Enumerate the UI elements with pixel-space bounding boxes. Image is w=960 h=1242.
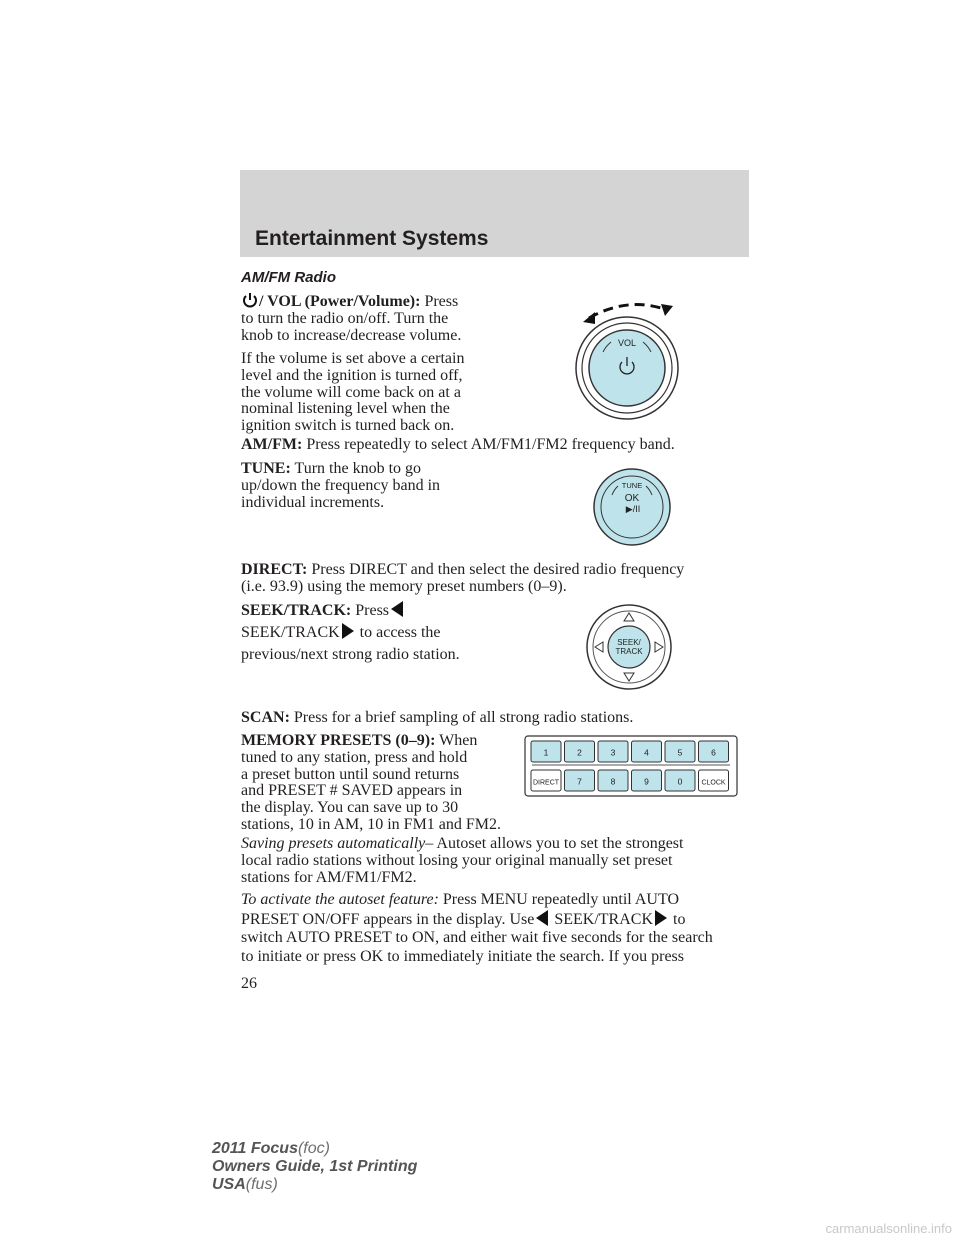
presets-text-3: a preset button until sound returns: [241, 765, 460, 783]
footer-model-code: (foc): [297, 1140, 330, 1157]
presets-text-1: When: [439, 732, 478, 749]
presets-text-2: tuned to any station, press and hold: [241, 748, 468, 766]
seek-label: SEEK/TRACK:: [241, 602, 352, 619]
preset-key-label-3: 3: [610, 747, 616, 758]
preset-key-label-6: 6: [711, 747, 716, 758]
seek-forward-icon: [655, 910, 667, 926]
preset-key-label-7: 7: [577, 776, 582, 787]
seek-text-2b: to access the: [359, 624, 441, 641]
activate-text-2c: to: [673, 910, 686, 928]
preset-key-label-clock: CLOCK: [701, 779, 726, 787]
direct-paragraph: [241, 562, 684, 596]
autoset-text-1: – Autoset allows you to set the strongest: [425, 835, 684, 852]
scan-text: Press for a brief sampling of all strong radio stations.: [293, 709, 634, 726]
footer-region: USA: [212, 1176, 246, 1193]
preset-key-label-2: 2: [577, 747, 582, 758]
footer-printing: Owners Guide, 1st Printing: [212, 1158, 418, 1175]
volume-note: [241, 351, 464, 435]
arrow-left-head: [583, 312, 595, 324]
presets-text-6: stations, 10 in AM, 10 in FM1 and FM2.: [241, 815, 502, 833]
activate-text-2b: SEEK/TRACK: [554, 910, 653, 928]
activate-text-1: Press MENU repeatedly until AUTO: [442, 891, 680, 908]
tune-label: TUNE:: [241, 460, 291, 477]
volume-note-1: If the volume is set above a certain: [241, 350, 465, 367]
seek-forward-icon: [342, 623, 354, 639]
volume-note-5: ignition switch is turned back on.: [241, 417, 455, 435]
seek-text-3: previous/next strong radio station.: [241, 646, 460, 663]
page-number: 26: [241, 975, 257, 992]
scan-paragraph: [241, 710, 633, 727]
power-text-2: to turn the radio on/off. Turn the: [241, 309, 449, 327]
autoset-text-2: local radio stations without losing your original manually set preset: [241, 851, 673, 869]
power-text-3: knob to increase/decrease volume.: [241, 326, 462, 344]
tune-knob-figure: [590, 465, 675, 550]
rotation-arrow: [589, 305, 667, 318]
volume-note-4: nominal listening level when the: [241, 400, 450, 418]
direct-text-1: Press DIRECT and then select the desired radio frequency: [311, 561, 685, 578]
volume-knob-figure: [575, 290, 685, 425]
presets-label: MEMORY PRESETS (0–9):: [241, 732, 436, 749]
scan-label: SCAN:: [241, 709, 290, 726]
footer-model: 2011 Focus: [212, 1140, 298, 1157]
vol-label: VOL: [617, 338, 637, 348]
power-icon: [241, 292, 259, 308]
play-pause-label: ▶/II: [625, 504, 641, 514]
preset-key-label-direct: DIRECT: [532, 779, 560, 787]
ok-label: OK: [624, 493, 640, 504]
activate-paragraph: [241, 891, 713, 966]
seek-back-icon: [536, 910, 548, 926]
autoset-paragraph: [241, 836, 683, 886]
seek-label-2: TRACK: [615, 647, 643, 656]
activate-italic: To activate the autoset feature:: [241, 891, 439, 908]
seek-text-2a: SEEK/TRACK: [241, 624, 340, 641]
presets-paragraph: [241, 733, 501, 834]
activate-text-4: to initiate or press OK to immediately initiate the search. If you press: [241, 947, 684, 965]
seek-label-1: SEEK/: [617, 638, 641, 647]
arrow-right-head: [661, 304, 673, 316]
seek-text-1: Press: [355, 602, 390, 619]
activate-text-2a: PRESET ON/OFF appears in the display. Use: [241, 910, 535, 928]
seek-paragraph: [241, 600, 460, 666]
volume-note-3: the volume will come back on at a: [241, 383, 461, 401]
subsection-title: AM/FM Radio: [241, 269, 336, 286]
section-header-title: Entertainment Systems: [255, 227, 489, 250]
footer-region-code: (fus): [245, 1176, 278, 1193]
autoset-text-3: stations for AM/FM1/FM2.: [241, 868, 417, 886]
preset-key-label-1: 1: [543, 747, 549, 758]
power-label: / VOL (Power/Volume):: [259, 293, 421, 310]
preset-key-label-9: 9: [644, 776, 649, 787]
direct-text-2: (i.e. 93.9) using the memory preset numbers (0–9).: [241, 577, 567, 595]
tune-text-3: individual increments.: [241, 493, 385, 511]
tune-paragraph: [241, 461, 440, 511]
power-text-1: Press: [424, 293, 459, 310]
volume-note-2: level and the ignition is turned off,: [241, 366, 463, 384]
direct-label: DIRECT:: [241, 561, 308, 578]
tune-label: TUNE: [621, 481, 643, 490]
activate-text-3: switch AUTO PRESET to ON, and either wait five seconds for the search: [241, 929, 713, 946]
preset-key-label-4: 4: [644, 747, 649, 758]
preset-keypad-figure: [524, 735, 738, 797]
print-footer: [212, 1140, 417, 1194]
preset-key-label-5: 5: [677, 747, 683, 758]
amfm-label: AM/FM:: [241, 436, 303, 453]
preset-key-label-8: 8: [610, 776, 616, 787]
presets-text-4: and PRESET # SAVED appears in: [241, 782, 463, 800]
power-paragraph: [241, 292, 461, 344]
presets-text-5: the display. You can save up to 30: [241, 799, 459, 817]
tune-text-2: up/down the frequency band in: [241, 476, 441, 494]
amfm-paragraph: [241, 437, 675, 454]
preset-key-label-0: 0: [677, 776, 683, 787]
amfm-text: Press repeatedly to select AM/FM1/FM2 frequency band.: [306, 436, 675, 453]
tune-text-1: Turn the knob to go: [294, 460, 422, 477]
watermark: carmanualsonline.info: [825, 1221, 952, 1236]
autoset-italic: Saving presets automatically: [241, 835, 426, 852]
section-header: [240, 170, 749, 257]
seek-back-icon: [391, 601, 403, 617]
seek-track-figure: [585, 603, 673, 691]
